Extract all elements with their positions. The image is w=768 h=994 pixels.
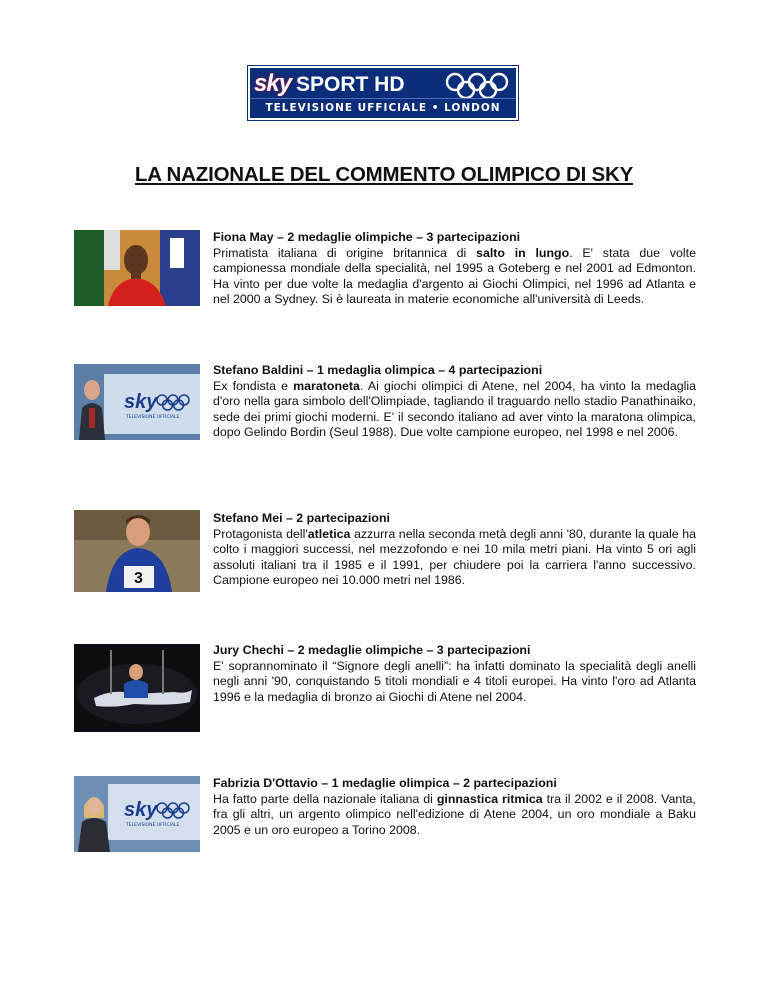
studio-caption: TELEVISIONE UFFICIALE <box>126 415 180 420</box>
stefano-mei-photo <box>74 510 200 592</box>
entry-bio: Ex fondista e maratoneta. Ai giochi olimpici di Atene, nel 2004, ha vinto la medaglia d'oro nella gara simbolo dell'Olimpiade, tagliando il traguardo nello stadio Panathinaiko, sede dei primi giochi moderni. E' il secondo italiano ad aver vinto la maratona olimpica, dopo Gelindo Bordin (Seul 1988). Due volte campione europeo, nel 1998 e nel 2006. <box>213 378 696 440</box>
logo-tagline: TELEVISIONE UFFICIALE • LONDON 2012 <box>250 98 516 118</box>
entry-bio: Ha fatto parte della nazionale italiana di ginnastica ritmica tra il 2002 e il 2008. Vanta, fra gli altri, un argento olimpico nell'edizione di Atene 2004, un oro mondiale a Baku 2005 e un oro europeo a Torino 2008. <box>213 791 696 837</box>
entry-heading: Jury Chechi – 2 medaglie olimpiche – 3 partecipazioni <box>213 643 531 657</box>
svg-text:3: 3 <box>134 570 143 587</box>
entry-heading: Fiona May – 2 medaglie olimpiche – 3 partecipazioni <box>213 230 521 244</box>
entry-bio: E' soprannominato il “Signore degli anelli”: ha infatti dominato la specialità degli anelli negli anni '90, conquistando 5 titoli mondiali e 4 titoli europei. Ha vinto l'oro ad Atlanta 1996 e la medaglia di bronzo ai Giochi di Atene nel 2004. <box>213 658 696 704</box>
entry-bio: Primatista italiana di origine britannica di salto in lungo. E' stata due volte campionessa mondiale della specialità, nel 1995 a Goteberg e nel 2001 ad Edmonton. Ha vinto per due volte la medaglia d'argento ai Giochi Olimpici, nel 1996 ad Atlanta e nel 2000 a Sydney. Si è laureata in materie economiche all'università di Leeds. <box>213 245 696 307</box>
entry-heading: Stefano Baldini – 1 medaglia olimpica – 4 partecipazioni <box>213 363 543 377</box>
stefano-baldini-photo <box>74 364 200 440</box>
sky-sport-hd-logo <box>248 66 518 132</box>
studio-sky-logo: sky <box>124 799 158 821</box>
entry-bio: Protagonista dell'atletica azzurra nella seconda metà degli anni '80, durante la quale ha colto i maggiori successi, nel mezzofondo e nei 10 mila metri piani. Ha vinto 5 ori agli assoluti italiani tra il 1985 e il 1991, per chiudere poi la carriera l'anno successivo. Campione europeo nei 10.000 metri nel 1986. <box>213 526 697 588</box>
jury-chechi-photo <box>74 644 200 732</box>
logo-sky-text: sky <box>254 70 292 97</box>
olympic-rings-icon <box>444 72 510 100</box>
fiona-may-photo <box>74 230 200 306</box>
studio-sky-logo: sky <box>124 391 158 413</box>
logo-sport-text: SPORT HD <box>296 73 405 96</box>
entry-heading: Stefano Mei – 2 partecipazioni <box>213 511 390 525</box>
entry-heading: Fabrizia D'Ottavio – 1 medaglie olimpica – 2 partecipazioni <box>213 776 557 790</box>
studio-caption: TELEVISIONE UFFICIALE <box>126 823 180 828</box>
fabrizia-dottavio-photo <box>74 776 200 852</box>
page-title: LA NAZIONALE DEL COMMENTO OLIMPICO DI SKY <box>134 163 634 186</box>
